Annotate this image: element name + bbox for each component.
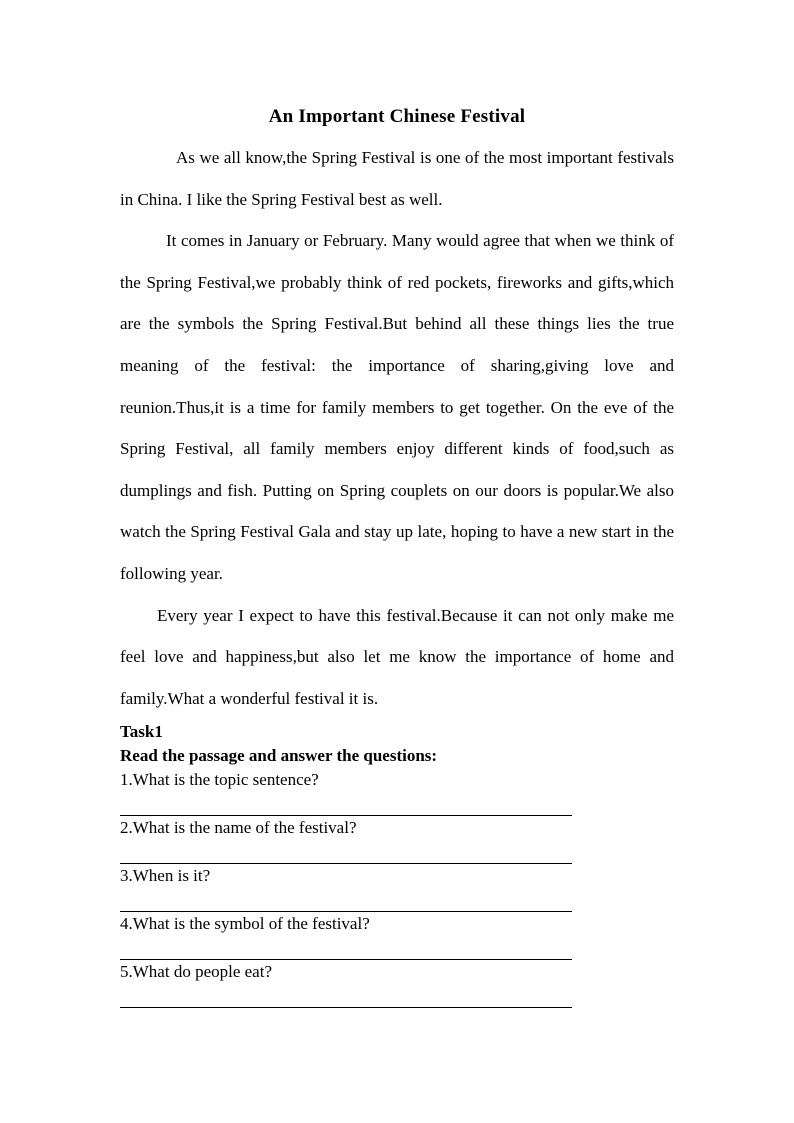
task-instruction: Read the passage and answer the questions: bbox=[120, 746, 438, 765]
question-5: 5.What do people eat? bbox=[120, 962, 272, 981]
answer-line-4[interactable] bbox=[120, 936, 572, 960]
passage-paragraph-1: As we all know,the Spring Festival is one of the most important festivals in China. I like the Spring Festival best as well. bbox=[120, 148, 674, 209]
answer-line-5[interactable] bbox=[120, 984, 572, 1008]
task-section bbox=[120, 720, 674, 1008]
answer-line-2[interactable] bbox=[120, 840, 572, 864]
question-2: 2.What is the name of the festival? bbox=[120, 818, 357, 837]
question-4: 4.What is the symbol of the festival? bbox=[120, 914, 370, 933]
passage bbox=[120, 137, 674, 719]
question-1: 1.What is the topic sentence? bbox=[120, 770, 319, 789]
passage-paragraph-2: It comes in January or February. Many would agree that when we think of the Spring Festival,we probably think of red pockets, fireworks and gifts,which are the symbols the Spring Festival.But behind all these things lies the true meaning of the festival: the importance of sharing,giving love and reunion.Thus,it is a time for family members to get together. On the eve of the Spring Festival, all family members enjoy different kinds of food,such as dumplings and fish. Putting on Spring couplets on our doors is popular.We also watch the Spring Festival Gala and stay up late, hoping to have a new start in the following year. bbox=[120, 231, 674, 583]
answer-line-3[interactable] bbox=[120, 888, 572, 912]
question-3: 3.When is it? bbox=[120, 866, 211, 885]
passage-paragraph-3: Every year I expect to have this festival.Because it can not only make me feel love and happiness,but also let me know the importance of home and family.What a wonderful festival it is. bbox=[120, 605, 674, 708]
answer-line-1[interactable] bbox=[120, 792, 572, 816]
document-title: An Important Chinese Festival bbox=[268, 106, 526, 127]
task-heading: Task1 bbox=[120, 722, 163, 741]
